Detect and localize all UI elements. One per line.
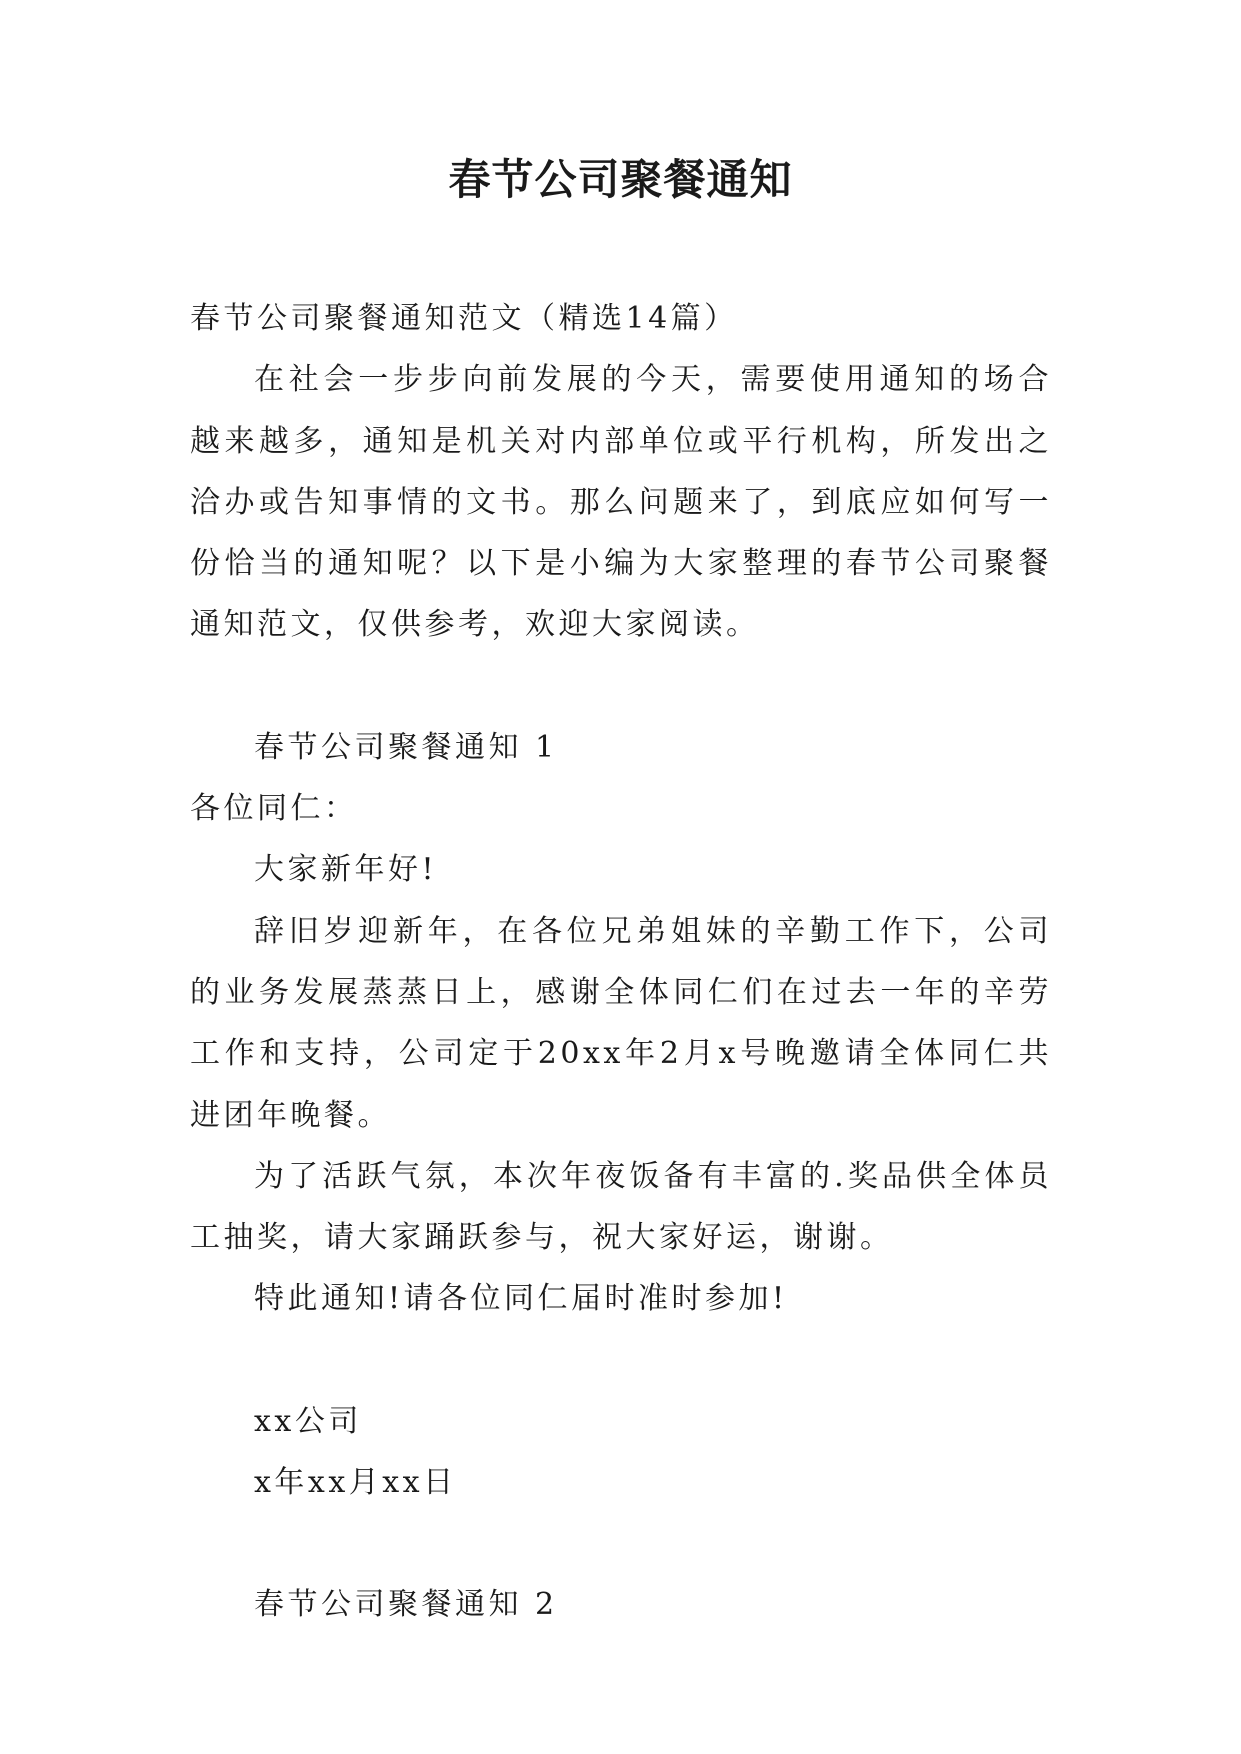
section-heading: 春节公司聚餐通知 1	[254, 729, 558, 765]
signature-date: x年xx月xx日	[254, 1465, 457, 1501]
spacer	[190, 656, 1052, 717]
section-heading: 春节公司聚餐通知 2	[254, 1587, 558, 1623]
spacer	[190, 1330, 1052, 1391]
document-title: 春节公司聚餐通知	[448, 155, 793, 204]
closing-line: 特此通知!请各位同仁届时准时参加!	[254, 1281, 788, 1317]
greeting: 大家新年好!	[254, 852, 438, 888]
intro-paragraph: 在社会一步步向前发展的今天，需要使用通知的场合越来越多，通知是机关对内部单位或平行机构，所发出之洽办或告知事情的文书。那么问题来了，到底应如何写一份恰当的通知呢？以下是小编为大家整理的春节公司聚餐通知范文，仅供参考，欢迎大家阅读。	[190, 362, 1052, 643]
body-paragraph: 辞旧岁迎新年，在各位兄弟姐妹的辛勤工作下，公司的业务发展蒸蒸日上，感谢全体同仁们在过去一年的辛劳工作和支持，公司定于20xx年2月x号晚邀请全体同仁共进团年晚餐。	[190, 913, 1052, 1133]
document-subtitle: 春节公司聚餐通知范文（精选14篇）	[190, 301, 738, 336]
body-paragraph: 为了活跃气氛，本次年夜饭备有丰富的.奖品供全体员工抽奖，请大家踊跃参与，祝大家好运，谢谢。	[190, 1158, 1052, 1256]
salutation: 各位同仁：	[190, 791, 358, 827]
spacer	[190, 1513, 1052, 1574]
signature-company: xx公司	[254, 1403, 362, 1439]
document-body	[190, 288, 1052, 1636]
